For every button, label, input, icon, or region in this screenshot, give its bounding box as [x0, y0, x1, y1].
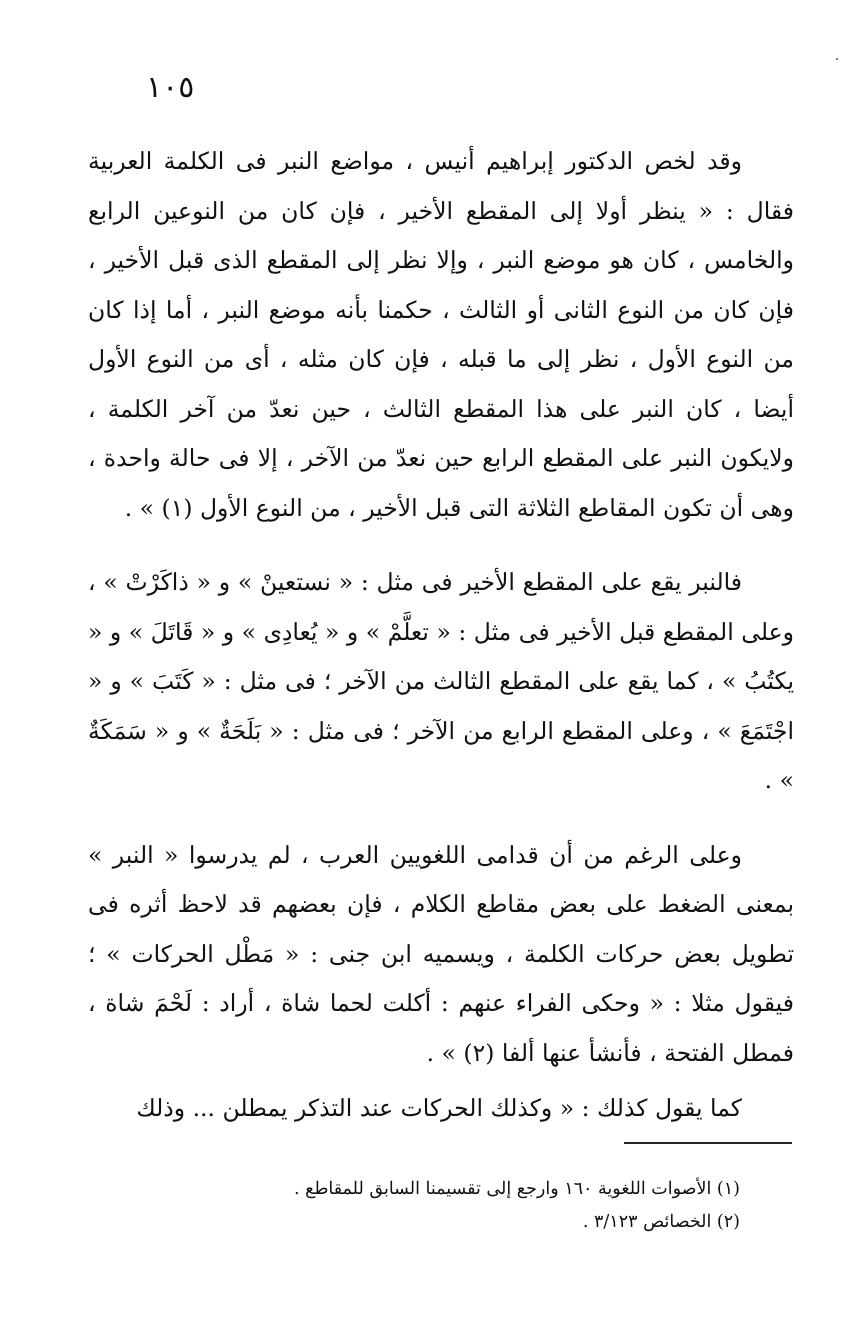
paragraph-4: كما يقول كذلك : « وكذلك الحركات عند التذكر يمطلن ... وذلك	[136, 1094, 742, 1122]
footnote-separator	[624, 1142, 792, 1144]
scan-speck	[836, 58, 838, 60]
page-number: ١٠٥	[146, 70, 195, 105]
footnote-1: (١) الأصوات اللغوية ١٦٠ وارجع إلى تقسيمنا السابق للمقاطع .	[294, 1179, 740, 1199]
paragraph-1: وقد لخص الدكتور إبراهيم أنيس ، مواضع النبر فى الكلمة العربية فقال : « ينظر أولا إلى المقطع الأخير ، فإن كان من النوعين الرابع والخامس ، كان هو موضع النبر ، وإلا نظر إلى المقطع الذى قبل الأخير ، فإن كان من النوع الثانى أو الثالث ، حكمنا بأنه موضع النبر ، أما إذا كان من النوع الأول ، نظر إلى ما قبله ، فإن كان مثله ، أى من النوع الأول أيضا ، كان النبر على هذا المقطع الثالث ، حين نعدّ من آخر الكلمة ، ولايكون النبر على المقطع الرابع حين نعدّ من الآخر ، إلا فى حالة واحدة ، وهى أن تكون المقاطع الثلاثة التى قبل الأخير ، من النوع الأول (١) » .	[88, 147, 794, 522]
footnote-2: (٢) الخصائص ٣/١٢٣ .	[582, 1212, 740, 1232]
paragraph-3: وعلى الرغم من أن قدامى اللغويين العرب ، لم يدرسوا « النبر » بمعنى الضغط على بعض مقاطع الكلام ، فإن بعضهم قد لاحظ أثره فى تطويل بعض حركات الكلمة ، ويسميه ابن جنى : « مَطْل الحركات » ؛ فيقول مثلا : « وحكى الفراء عنهم : أكلت لحما شاة ، أراد : لَحْمَ شاة ، فمطل الفتحة ، فأنشأ عنها ألفا (٢) » .	[88, 840, 794, 1067]
footnotes	[160, 1173, 740, 1239]
paragraph-2: فالنبر يقع على المقطع الأخير فى مثل : « نستعينْ » و « ذاكَرْتْ » ، وعلى المقطع قبل الأخير فى مثل : « تعلَّمْ » و « يُعادِى » و « قَاتَلَ » و « يكتُبُ » ، كما يقع على المقطع الثالث من الآخر ؛ فى مثل : « كَتَبَ » و « اجْتَمَعَ » ، وعلى المقطع الرابع من الآخر ؛ فى مثل : « بَلَحَةٌ » و « سَمَكَةٌ » .	[88, 568, 794, 794]
main-text	[88, 137, 794, 1134]
